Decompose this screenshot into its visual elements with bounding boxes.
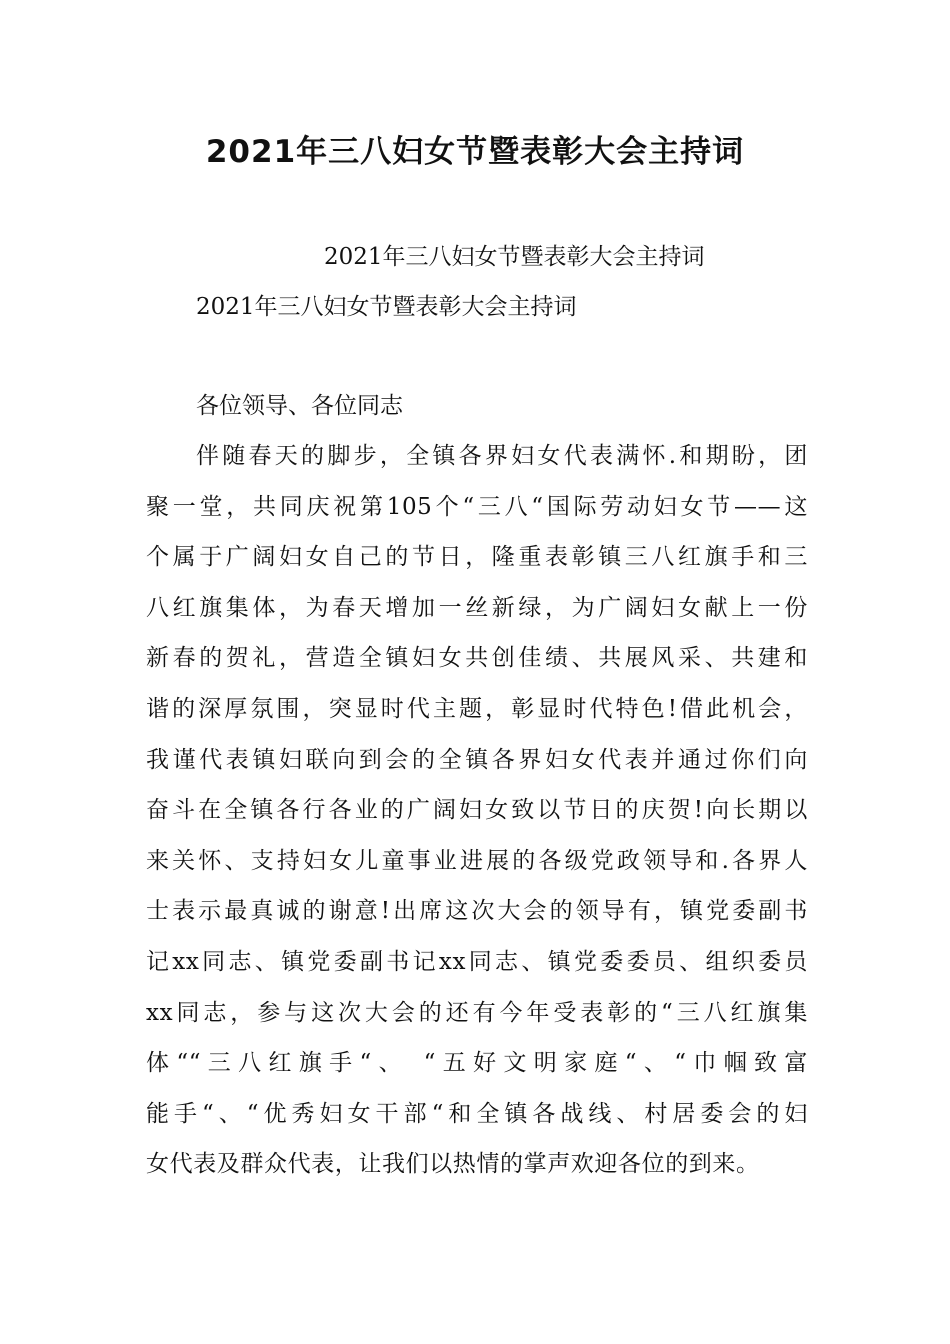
document-title: 2021年三八妇女节暨表彰大会主持词 [205, 134, 745, 170]
body-line: 聚一堂，共同庆祝第105个“三八“国际劳动妇女节——这 [146, 493, 808, 520]
body-paragraph [146, 439, 808, 1198]
subtitle-line-1: 2021年三八妇女节暨表彰大会主持词 [324, 244, 705, 270]
body-line: 来关怀、支持妇女儿童事业进展的各级党政领导和.各界人 [146, 847, 808, 874]
body-line: 新春的贺礼，营造全镇妇女共创佳绩、共展风采、共建和 [146, 645, 808, 672]
body-line: 奋斗在全镇各行各业的广阔妇女致以节日的庆贺!向长期以 [146, 797, 808, 824]
body-line: 八红旗集体，为春天增加一丝新绿，为广阔妇女献上一份 [146, 594, 808, 621]
body-line: 记xx同志、镇党委副书记xx同志、镇党委委员、组织委员 [146, 948, 808, 975]
body-line: 伴随春天的脚步，全镇各界妇女代表满怀.和期盼，团 [196, 443, 808, 469]
subtitle-line-2: 2021年三八妇女节暨表彰大会主持词 [196, 294, 577, 320]
body-line: 能手“、“优秀妇女干部“和全镇各战线、村居委会的妇 [146, 1100, 808, 1127]
body-line: 士表示最真诚的谢意!出席这次大会的领导有，镇党委副书 [146, 898, 808, 925]
body-line: xx同志，参与这次大会的还有今年受表彰的“三八红旗集 [146, 999, 808, 1026]
body-line: 谐的深厚氛围，突显时代主题，彰显时代特色!借此机会， [146, 695, 808, 722]
body-line: 个属于广阔妇女自己的节日，隆重表彰镇三八红旗手和三 [146, 544, 808, 571]
salutation: 各位领导、各位同志 [196, 393, 403, 419]
body-line: 我谨代表镇妇联向到会的全镇各界妇女代表并通过你们向 [146, 746, 808, 773]
body-line: 体““三八红旗手“、 “五好文明家庭“、“巾帼致富 [146, 1050, 808, 1077]
body-line: 女代表及群众代表，让我们以热情的掌声欢迎各位的到来。 [146, 1151, 760, 1178]
